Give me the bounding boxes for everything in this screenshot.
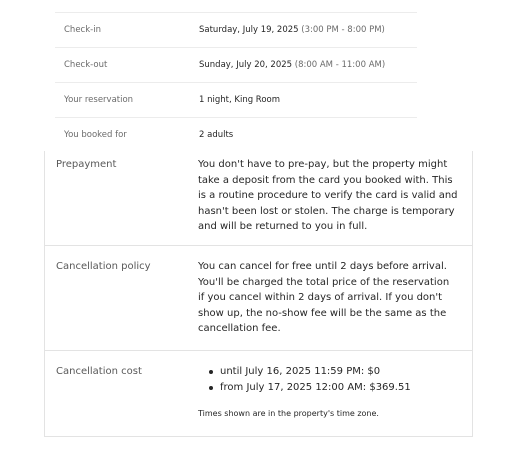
checkout-hours: (8:00 AM - 11:00 AM) — [294, 60, 386, 70]
checkout-label: Check-out — [64, 60, 108, 70]
timezone-note: Times shown are in the property's time zone. — [198, 409, 379, 418]
checkin-date: Saturday, July 19, 2025 — [199, 25, 299, 35]
list-item: from July 17, 2025 12:00 AM: $369.51 — [220, 380, 458, 396]
checkin-hours: (3:00 PM - 8:00 PM) — [301, 25, 385, 35]
prepayment-row — [45, 151, 472, 246]
checkout-date: Sunday, July 20, 2025 — [199, 60, 293, 70]
checkin-row — [55, 13, 417, 48]
guests-label: You booked for — [64, 130, 127, 140]
cancellation-cost-label: Cancellation cost — [56, 366, 142, 377]
checkin-value — [199, 25, 417, 35]
policy-table — [44, 151, 473, 437]
guests-value: 2 adults — [199, 130, 234, 140]
checkin-label: Check-in — [64, 25, 101, 35]
prepayment-text: You don't have to pre-pay, but the property might take a deposit from the card you booked with. This is a routine procedure to verify the card is valid and hasn't been lost or stolen. The charge is temporary and will be returned to you in full. — [198, 159, 458, 232]
checkout-value — [199, 60, 417, 70]
reservation-row — [55, 83, 417, 118]
guests-row — [55, 118, 417, 152]
list-item: until July 16, 2025 11:59 PM: $0 — [220, 364, 458, 380]
checkout-row — [55, 48, 417, 83]
cancellation-cost-list — [198, 364, 458, 395]
prepayment-label: Prepayment — [56, 159, 117, 170]
booking-summary-table — [55, 12, 417, 152]
reservation-value: 1 night, King Room — [199, 95, 281, 105]
reservation-label: Your reservation — [64, 95, 134, 105]
cancellation-policy-row — [45, 246, 472, 351]
cancellation-cost-content — [198, 351, 472, 437]
cancellation-policy-label: Cancellation policy — [56, 261, 151, 272]
cancellation-policy-text: You can cancel for free until 2 days before arrival. You'll be charged the total price of the reservation if you cancel within 2 days of arrival. If you don't show up, the no-show fee will be the same as the cancellation fee. — [198, 261, 450, 334]
cancellation-cost-row — [45, 351, 472, 437]
